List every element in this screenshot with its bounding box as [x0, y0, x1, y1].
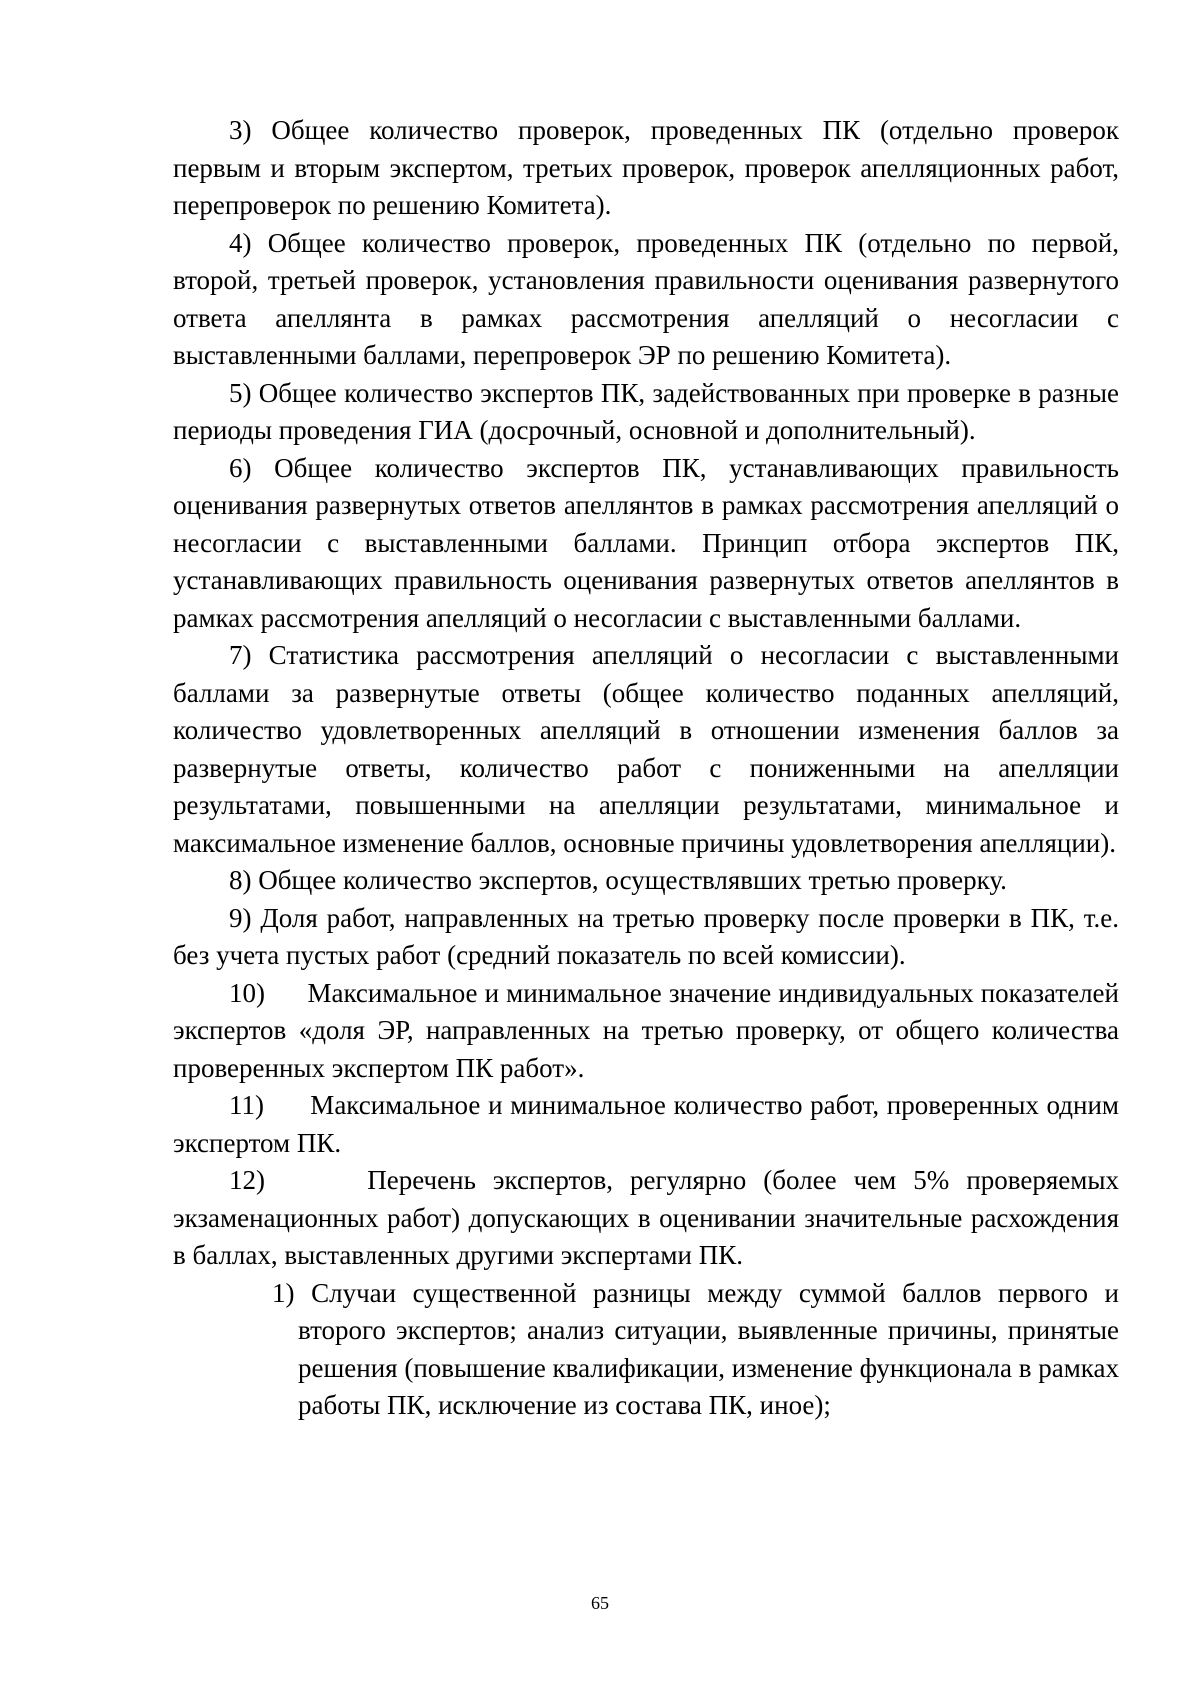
page-number: 65	[591, 1593, 609, 1613]
paragraph-item-7: 7) Статистика рассмотрения апелляций о несогласии с выставленными баллами за развернутые ответы (общее количество поданных апелляций, количество удовлетворенных апелляций в отношении изменения баллов за развернутые ответы, количество работ с пониженными на апелляции результатами, повышенными на апелляции результатами, минимальное и максимальное изменение баллов, основные причины удовлетворения апелляции).	[173, 640, 1119, 858]
paragraph-item-10: 10) Максимальное и минимальное значение индивидуальных показателей экспертов «доля ЭР, направленных на третью проверку, от общего количества проверенных экспертом ПК работ».	[173, 977, 1126, 1083]
sub-item-1: 1) Случаи существенной разницы между суммой баллов первого и второго экспертов; анализ ситуации, выявленные причины, принятые решения (повышение квалификации, изменение функционала в рамках работы ПК, исключение из состава ПК, иное);	[272, 1277, 1119, 1420]
document-body	[173, 112, 1126, 1425]
paragraph-item-11: 11) Максимальное и минимальное количество работ, проверенных одним экспертом ПК.	[173, 1090, 1126, 1158]
paragraph-item-3: 3) Общее количество проверок, проведенных ПК (отдельно проверок первым и вторым экспертом, третьих проверок, проверок апелляционных работ, перепроверок по решению Комитета).	[173, 115, 1119, 220]
paragraph-item-5: 5) Общее количество экспертов ПК, задействованных при проверке в разные периоды проведения ГИА (досрочный, основной и дополнительный).	[173, 377, 1119, 445]
paragraph-item-9: 9) Доля работ, направленных на третью проверку после проверки в ПК, т.е. без учета пустых работ (средний показатель по всей комиссии).	[173, 902, 1119, 970]
paragraph-item-4: 4) Общее количество проверок, проведенных ПК (отдельно по первой, второй, третьей проверок, установления правильности оценивания развернутого ответа апеллянта в рамках рассмотрения апелляций о несогласии с выставленными баллами, перепроверок ЭР по решению Комитета).	[173, 227, 1119, 370]
paragraph-item-12: 12) Перечень экспертов, регулярно (более чем 5% проверяемых экзаменационных работ) допускающих в оценивании значительные расхождения в баллах, выставленных другими экспертами ПК.	[173, 1165, 1126, 1270]
paragraph-item-8: 8) Общее количество экспертов, осуществлявших третью проверку.	[229, 865, 1007, 895]
paragraph-item-6: 6) Общее количество экспертов ПК, устанавливающих правильность оценивания развернутых ответов апеллянтов в рамках рассмотрения апелляций о несогласии с выставленными баллами. Принцип отбора экспертов ПК, устанавливающих правильность оценивания развернутых ответов апеллянтов в рамках рассмотрения апелляций о несогласии с выставленными баллами.	[173, 452, 1119, 633]
